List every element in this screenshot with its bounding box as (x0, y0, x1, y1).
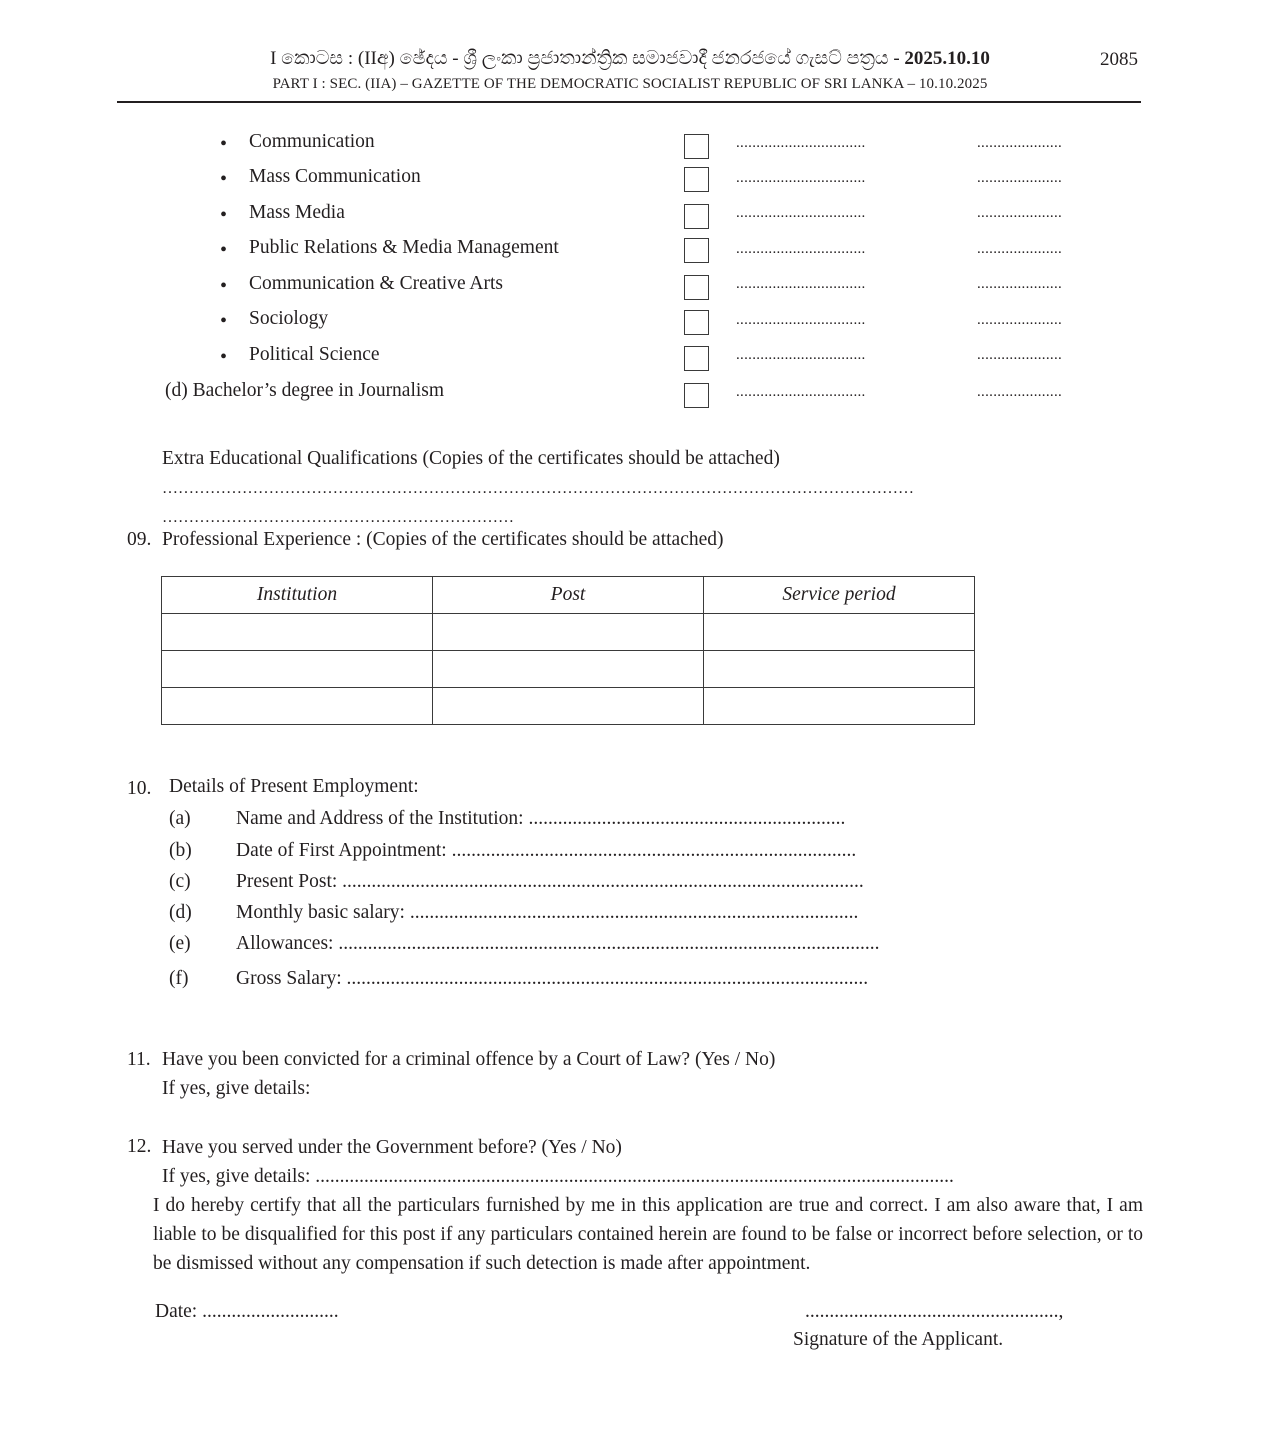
cell-service-period[interactable] (704, 688, 975, 725)
gross-salary-field[interactable]: Gross Salary: ........................................................................................................... (236, 968, 869, 989)
item-letter: (d) (169, 902, 192, 923)
section-number-10: 10. (127, 778, 152, 799)
signature-line[interactable]: ...................................................., (805, 1301, 1064, 1322)
header-divider (117, 101, 1141, 103)
subject-field-b[interactable]: ..................... (977, 205, 1063, 221)
subject-label: Public Relations & Media Management (249, 237, 559, 258)
subject-checkbox[interactable] (684, 346, 709, 371)
column-header-service-period: Service period (704, 577, 975, 614)
extra-qualifications-line-2[interactable]: ………………………………………………………… (162, 509, 514, 526)
bullet-icon: • (220, 346, 228, 368)
government-service-details-field[interactable]: If yes, give details: ................................................................................................................................... (162, 1166, 954, 1187)
subject-field-a[interactable]: ................................ (736, 312, 866, 328)
cell-institution[interactable] (162, 651, 433, 688)
professional-experience-label: Professional Experience : (Copies of the certificates should be attached) (162, 529, 724, 550)
subject-field-a[interactable]: ................................ (736, 135, 866, 151)
cell-institution[interactable] (162, 688, 433, 725)
item-letter: (e) (169, 933, 191, 954)
journalism-degree-label: (d) Bachelor’s degree in Journalism (165, 380, 445, 401)
table-row (162, 651, 975, 688)
cell-post[interactable] (433, 614, 704, 651)
present-employment-label: Details of Present Employment: (169, 776, 419, 797)
journalism-field-a[interactable]: ................................ (736, 384, 866, 400)
subject-label: Political Science (249, 344, 380, 365)
item-letter: (a) (169, 808, 191, 829)
subject-field-b[interactable]: ..................... (977, 347, 1063, 363)
first-appointment-date-field[interactable]: Date of First Appointment: ................................................................................... (236, 840, 857, 861)
subject-field-b[interactable]: ..................... (977, 312, 1063, 328)
subject-field-b[interactable]: ..................... (977, 276, 1063, 292)
column-header-institution: Institution (162, 577, 433, 614)
subject-label: Mass Media (249, 202, 345, 223)
column-header-post: Post (433, 577, 704, 614)
subject-label: Mass Communication (249, 166, 421, 187)
subject-checkbox[interactable] (684, 134, 709, 159)
bullet-icon: • (220, 204, 228, 226)
section-number-11: 11. (127, 1049, 151, 1070)
cell-service-period[interactable] (704, 651, 975, 688)
monthly-basic-salary-field[interactable]: Monthly basic salary: ............................................................................................ (236, 902, 859, 923)
signature-label: Signature of the Applicant. (793, 1329, 1004, 1350)
gazette-header-english: PART I : SEC. (IIA) – GAZETTE OF THE DEMOCRATIC SOCIALIST REPUBLIC OF SRI LANKA – 10.10.2025 (272, 76, 988, 92)
professional-experience-table (161, 576, 975, 725)
declaration-paragraph: I do hereby certify that all the particulars furnished by me in this application are true and correct. I am also aware that, I am liable to be disqualified for this post if any particulars contained herein are found to be false or incorrect before selection, or to be dismissed without any compensation if such detection is made after appointment. (153, 1195, 1143, 1274)
section-number-12: 12. (127, 1136, 152, 1157)
subject-checkbox[interactable] (684, 310, 709, 335)
subject-label: Sociology (249, 308, 329, 329)
journalism-degree-checkbox[interactable] (684, 383, 709, 408)
extra-qualifications-line-1[interactable]: …………………………………………………………………………………………………………………………… (162, 480, 914, 497)
cell-service-period[interactable] (704, 614, 975, 651)
date-field[interactable]: Date: ............................ (155, 1301, 339, 1322)
header-sinhala-title: I කොටස : (IIඅ) ඡේදය - ශ්‍රී ලංකා ප්‍රජාතාන්ත්‍රික සමාජවාදී ජනරජයේ ගැසට් පත්‍රය - (270, 48, 905, 69)
subject-field-a[interactable]: ................................ (736, 205, 866, 221)
subject-checkbox[interactable] (684, 275, 709, 300)
subject-field-b[interactable]: ..................... (977, 241, 1063, 257)
bullet-icon: • (220, 239, 228, 261)
item-letter: (c) (169, 871, 191, 892)
table-row (162, 614, 975, 651)
subject-field-a[interactable]: ................................ (736, 347, 866, 363)
criminal-offence-details-label: If yes, give details: (162, 1078, 311, 1099)
subject-field-a[interactable]: ................................ (736, 170, 866, 186)
government-service-question: Have you served under the Government before? (Yes / No) (162, 1137, 622, 1158)
allowances-field[interactable]: Allowances: ............................................................................................................... (236, 933, 880, 954)
subject-checkbox[interactable] (684, 238, 709, 263)
bullet-icon: • (220, 275, 228, 297)
section-number-09: 09. (127, 529, 152, 550)
cell-post[interactable] (433, 688, 704, 725)
header-sinhala-date: 2025.10.10 (904, 48, 990, 69)
subject-field-a[interactable]: ................................ (736, 276, 866, 292)
item-letter: (f) (169, 968, 189, 989)
subject-field-b[interactable]: ..................... (977, 135, 1063, 151)
criminal-offence-question: Have you been convicted for a criminal offence by a Court of Law? (Yes / No) (162, 1049, 776, 1070)
page-number: 2085 (1100, 49, 1138, 70)
table-row (162, 688, 975, 725)
subject-label: Communication & Creative Arts (249, 273, 504, 294)
institution-name-address-field[interactable]: Name and Address of the Institution: ................................................................. (236, 808, 846, 829)
bullet-icon: • (220, 168, 228, 190)
cell-institution[interactable] (162, 614, 433, 651)
present-post-field[interactable]: Present Post: ........................................................................................................... (236, 871, 864, 892)
extra-qualifications-label: Extra Educational Qualifications (Copies of the certificates should be attached) (162, 448, 780, 469)
bullet-icon: • (220, 310, 228, 332)
table-header-row (162, 577, 975, 614)
subject-label: Communication (249, 131, 375, 152)
journalism-field-b[interactable]: ..................... (977, 384, 1063, 400)
subject-field-b[interactable]: ..................... (977, 170, 1063, 186)
gazette-header-sinhala (230, 48, 1030, 70)
bullet-icon: • (220, 133, 228, 155)
item-letter: (b) (169, 840, 192, 861)
cell-post[interactable] (433, 651, 704, 688)
subject-checkbox[interactable] (684, 204, 709, 229)
subject-checkbox[interactable] (684, 167, 709, 192)
subject-field-a[interactable]: ................................ (736, 241, 866, 257)
